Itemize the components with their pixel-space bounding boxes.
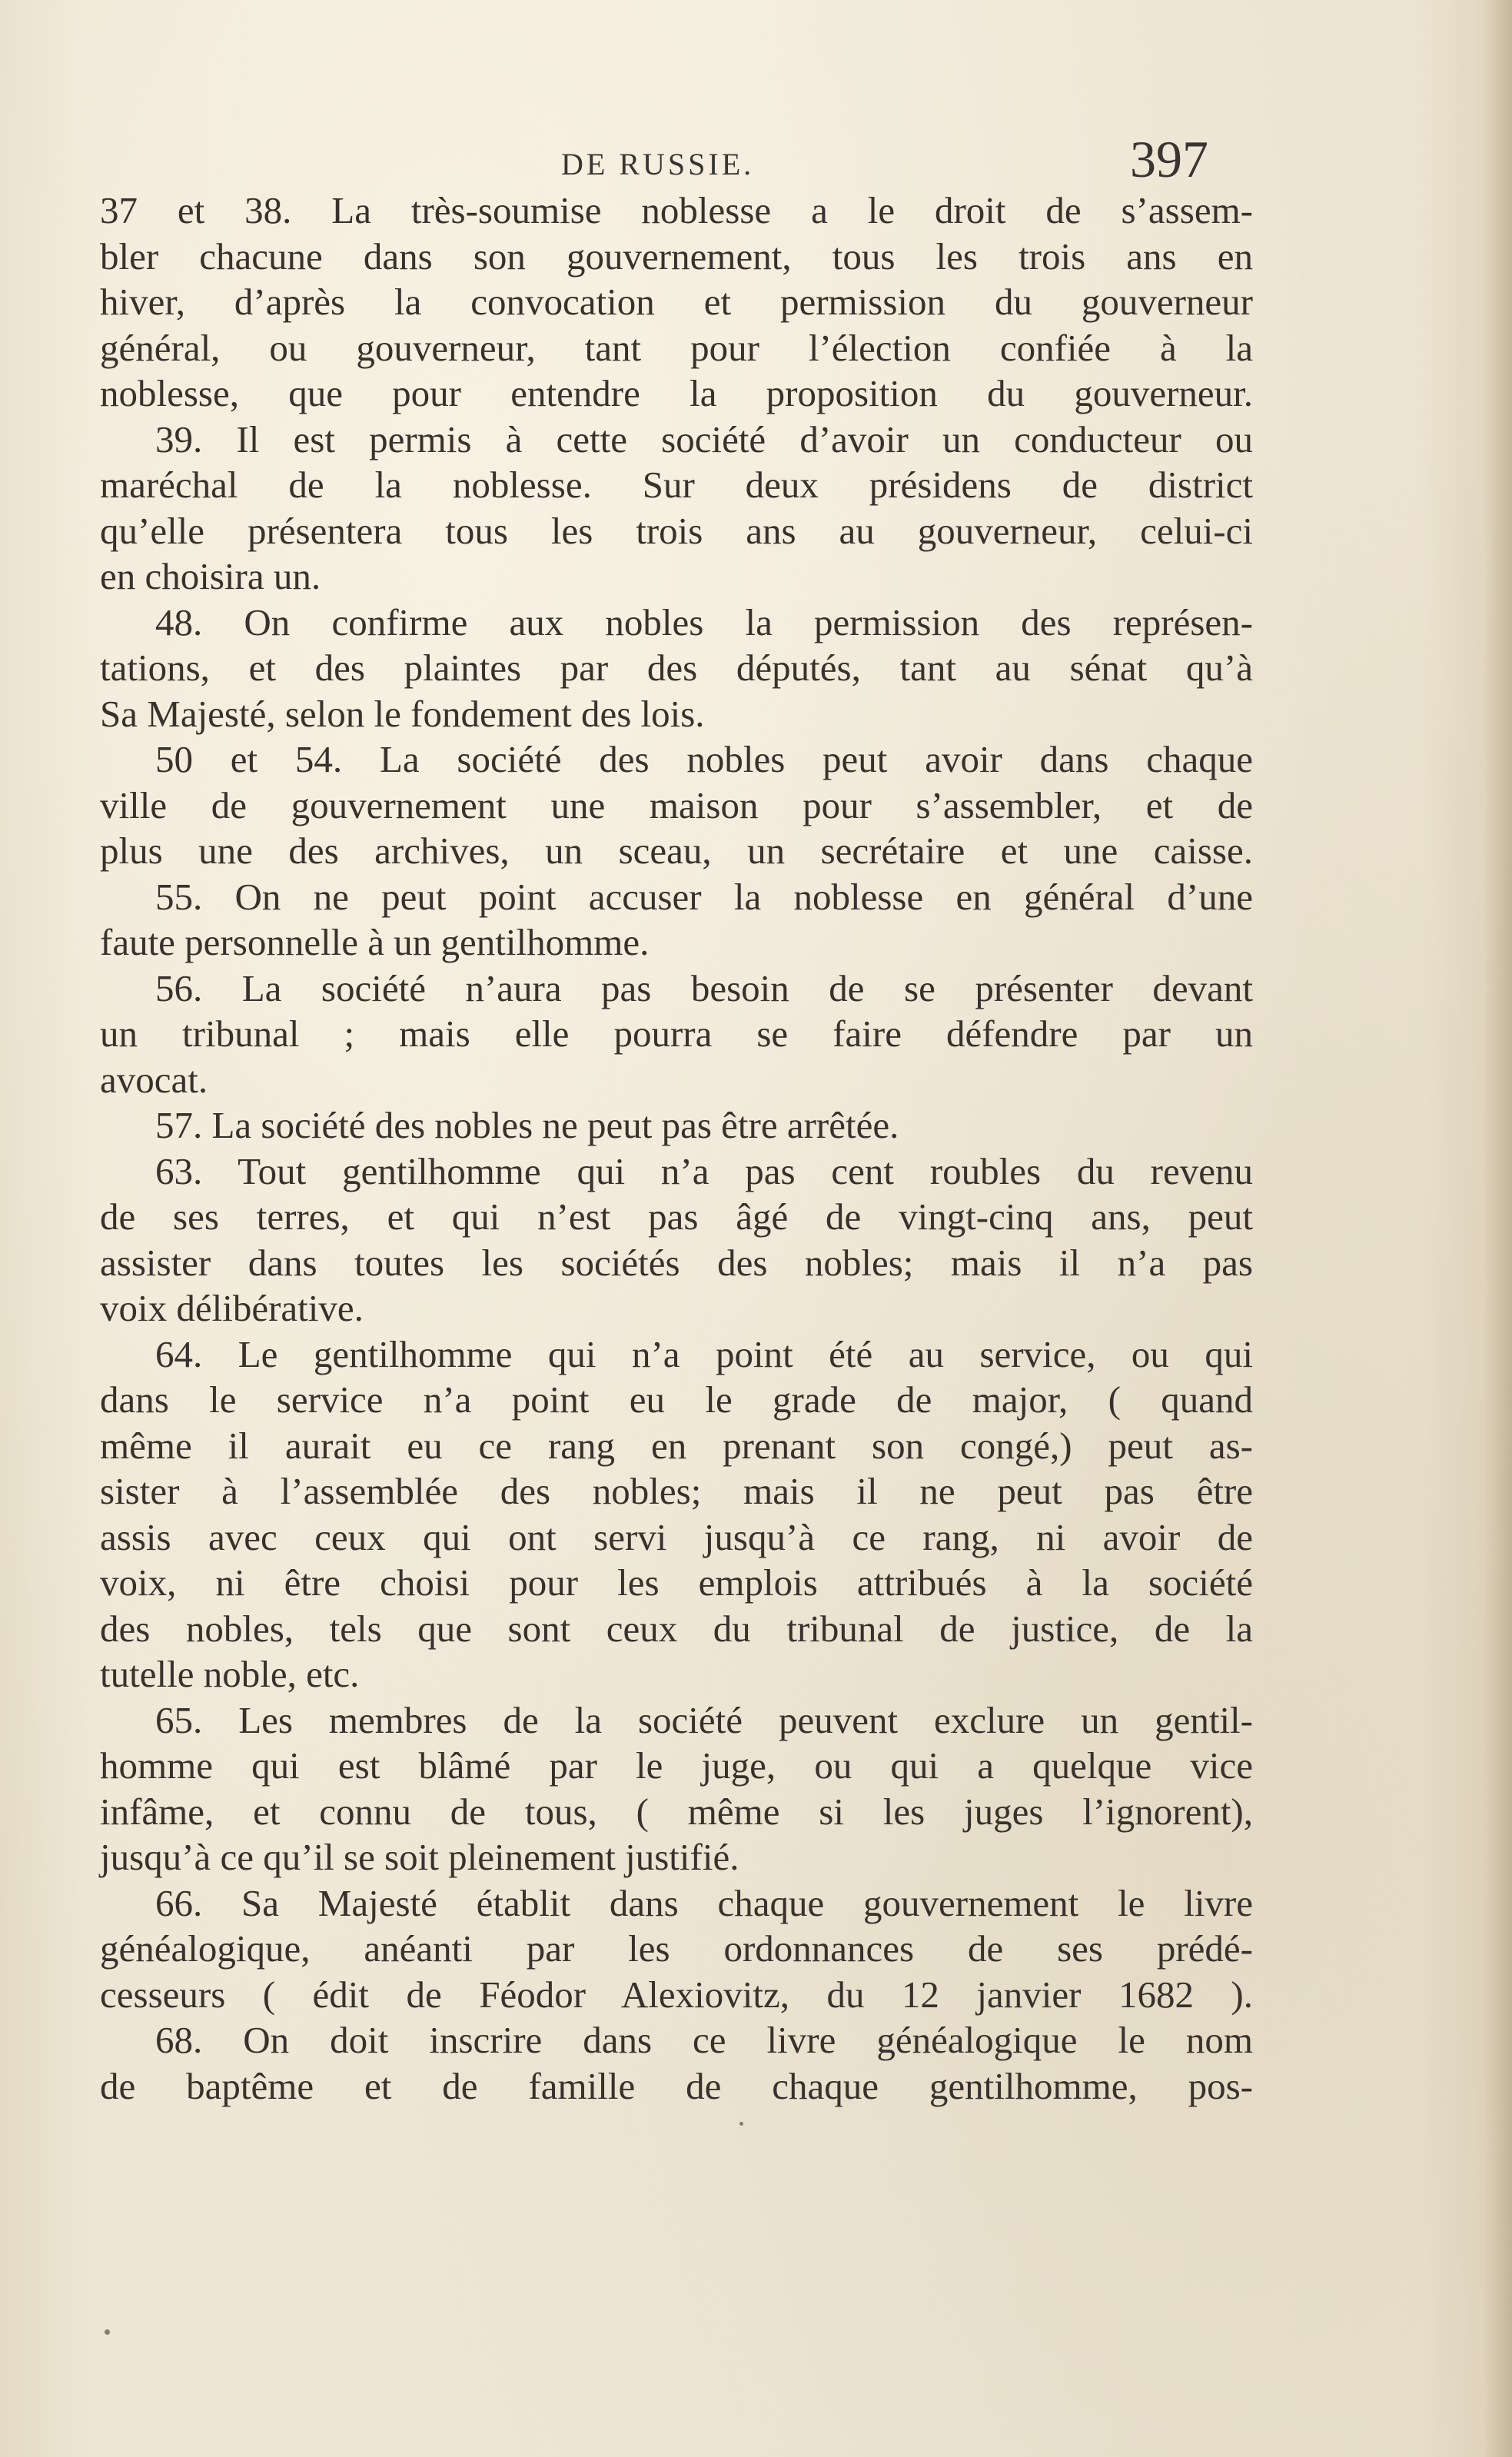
text-line: 66. Sa Majesté établit dans chaque gouvernement le livre <box>155 1881 1253 1924</box>
text-line: même il aurait eu ce rang en prenant son congé,) peut as- <box>100 1424 1253 1467</box>
text-line: 50 et 54. La société des nobles peut avoir dans chaque <box>155 738 1253 780</box>
text-line: faute personnelle à un gentilhomme. <box>100 921 650 963</box>
text-line: assis avec ceux qui ont servi jusqu’à ce rang, ni avoir de <box>100 1515 1253 1558</box>
text-line: des nobles, tels que sont ceux du tribunal de justice, de la <box>100 1607 1253 1650</box>
text-line: 68. On doit inscrire dans ce livre généalogique le nom <box>155 2019 1253 2061</box>
text-line: voix délibérative. <box>100 1287 364 1329</box>
text-line: assister dans toutes les sociétés des nobles; mais il n’a pas <box>100 1241 1253 1284</box>
text-line: homme qui est blâmé par le juge, ou qui a quelque vice <box>100 1744 1253 1787</box>
text-line: qu’elle présentera tous les trois ans au gouverneur, celui-ci <box>100 509 1253 552</box>
text-line: avocat. <box>100 1058 208 1101</box>
text-line: de ses terres, et qui n’est pas âgé de vingt-cinq ans, peut <box>100 1195 1253 1238</box>
text-line: 56. La société n’aura pas besoin de se présenter devant <box>155 966 1253 1009</box>
text-line: bler chacune dans son gouvernement, tous les trois ans en <box>100 234 1253 278</box>
text-line: sister à l’assemblée des nobles; mais il ne peut pas être <box>100 1470 1253 1512</box>
text-line: noblesse, que pour entendre la proposition du gouverneur. <box>100 372 1253 414</box>
text-line: 63. Tout gentilhomme qui n’a pas cent roubles du revenu <box>155 1149 1253 1192</box>
text-line: hiver, d’après la convocation et permission du gouverneur <box>100 281 1253 323</box>
running-head: DE RUSSIE. <box>561 147 755 181</box>
text-line: 65. Les membres de la société peuvent exclure un gentil- <box>155 1698 1253 1741</box>
body-text <box>100 188 1253 2109</box>
text-line: ville de gouvernement une maison pour s’assembler, et de <box>100 783 1253 826</box>
text-line: Sa Majesté, selon le fondement des lois. <box>100 692 705 735</box>
text-line: maréchal de la noblesse. Sur deux présidens de district <box>100 464 1253 506</box>
text-line: 48. On confirme aux nobles la permission des représen- <box>155 600 1253 643</box>
text-line: généalogique, anéanti par les ordonnances de ses prédé- <box>100 1927 1253 1970</box>
text-line: plus une des archives, un sceau, un secrétaire et une caisse. <box>100 830 1253 872</box>
text-line: jusqu’à ce qu’il se soit pleinement justifié. <box>100 1836 739 1878</box>
text-line: 57. La société des nobles ne peut pas être arrêtée. <box>155 1104 899 1146</box>
text-line: 64. Le gentilhomme qui n’a point été au service, ou qui <box>155 1332 1253 1375</box>
text-line: tutelle noble, etc. <box>100 1653 360 1695</box>
text-line: cesseurs ( édit de Féodor Alexiovitz, du 12 janvier 1682 ). <box>100 1973 1253 2016</box>
text-line: 55. On ne peut point accuser la noblesse en général d’une <box>155 875 1253 918</box>
text-line: en choisira un. <box>100 555 321 597</box>
text-line: de baptême et de famille de chaque gentilhomme, pos- <box>100 2064 1253 2107</box>
ink-speck <box>739 2122 743 2126</box>
text-line: 37 et 38. La très-soumise noblesse a le droit de s’assem- <box>100 189 1253 231</box>
text-line: général, ou gouverneur, tant pour l’élection confiée à la <box>100 326 1253 369</box>
text-line: tations, et des plaintes par des députés, tant au sénat qu’à <box>100 647 1253 689</box>
ink-speck <box>105 2329 110 2335</box>
text-line: un tribunal ; mais elle pourra se faire défendre par un <box>100 1012 1253 1055</box>
text-line: 39. Il est permis à cette société d’avoir un conducteur ou <box>155 417 1253 460</box>
text-line: dans le service n’a point eu le grade de major, ( quand <box>100 1378 1253 1421</box>
text-line: infâme, et connu de tous, ( même si les juges l’ignorent), <box>100 1790 1253 1833</box>
text-line: voix, ni être choisi pour les emplois attribués à la société <box>100 1561 1253 1604</box>
page-number: 397 <box>1130 130 1208 188</box>
